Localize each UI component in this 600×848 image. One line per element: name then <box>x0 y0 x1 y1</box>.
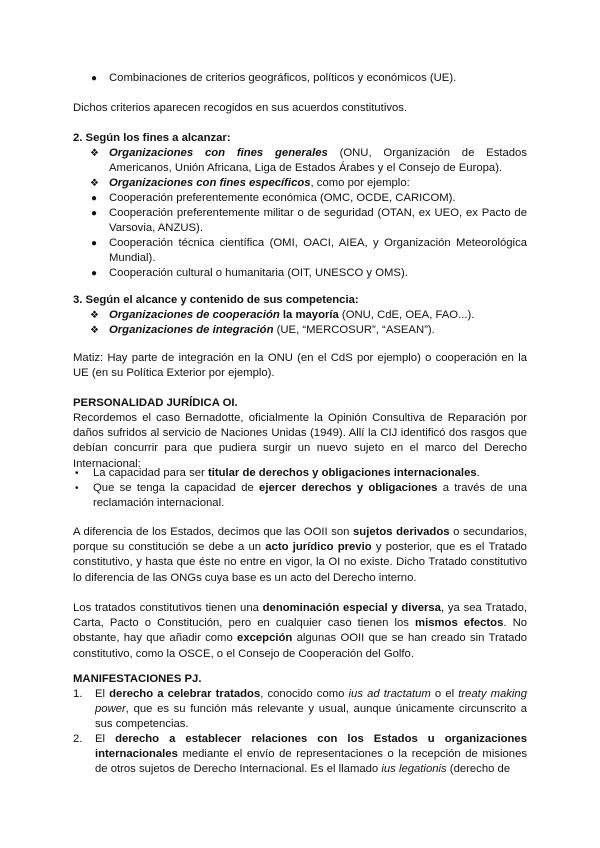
text-run: o secundarios, porque su constitución se debe a un <box>73 526 527 554</box>
text-run: Que se tenga la capacidad de <box>93 482 260 494</box>
bullet-dot-icon: ● <box>91 73 98 84</box>
term-cooperacion: Organizaciones de cooperación <box>109 309 280 321</box>
bullet-dot-icon: ● <box>91 208 98 219</box>
numbered-item-2 <box>73 732 527 794</box>
list-item-text <box>109 176 527 191</box>
diamond-bullet-icon: ❖ <box>90 178 99 189</box>
bullet-dot-icon: ● <box>91 268 98 279</box>
term-description: (ONU, CdE, OEA, FAO...). <box>338 309 475 321</box>
diamond-bullet-icon: ❖ <box>90 148 99 159</box>
italic-run: treaty making power <box>95 688 527 716</box>
item-number: 1. <box>73 688 83 700</box>
list-item-titular <box>73 466 527 482</box>
bullet-text: Combinaciones de criterios geográficos, políticos y económicos (UE). <box>109 72 457 84</box>
list-item-text: Cooperación preferentemente militar o de seguridad (OTAN, ex UEO, ex Pacto de Varsovia, ANZUS). <box>109 207 527 235</box>
paragraph-bernadotte: Recordemos el caso Bernadotte, oficialmente la Opinión Consultiva de Reparación por daños sufridos al servicio de Naciones Unidas (1949). Allí la CIJ identificó dos rasgos que debían concurrir para que pudiera surgir un nuevo sujeto en el marco del Derecho Internacional: <box>73 412 527 470</box>
bullet-dot-icon: ● <box>91 238 98 249</box>
list-item-cooperacion <box>73 308 527 324</box>
bold-run: ejercer derechos y obligaciones <box>259 482 438 494</box>
list-item-text: Cooperación técnica científica (OMI, OACI, AIEA, y Organización Meteorológica Mundial). <box>109 237 527 265</box>
bullet-item-combinaciones <box>73 71 527 87</box>
text-run: , que es su función más relevante y usual, aunque únicamente circunscrito a sus competencias. <box>95 703 527 731</box>
bold-run: acto jurídico previo <box>265 541 372 554</box>
bold-run: excepción <box>237 632 293 645</box>
list-item <box>73 206 527 237</box>
list-item-text: Cooperación cultural o humanitaria (OIT, UNESCO y OMS). <box>109 267 408 279</box>
list-item-text <box>109 146 527 176</box>
text-run: y posterior, que es el Tratado constitutivo, y hasta que éste no entre en vigor, la OI no existe. Dicho Tratado constitutivo lo diferencia de las ONGs cuya base es un acto del Derecho interno. <box>73 541 527 584</box>
term-description: (UE, “MERCOSUR”, “ASEAN”). <box>273 324 435 336</box>
text-run: (derecho de <box>446 763 511 776</box>
manifestaciones-heading: MANIFESTACIONES PJ. <box>73 673 202 685</box>
term-integracion: Organizaciones de integración <box>109 324 274 336</box>
text-run: . <box>476 467 480 479</box>
text-run: A diferencia de los Estados, decimos que las OOII son <box>73 526 354 538</box>
italic-run: ius legationis <box>381 763 447 776</box>
list-item-text <box>93 466 527 481</box>
paragraph-estados <box>73 525 527 586</box>
list-item-fines-generales <box>73 146 527 177</box>
paragraph-dichos: Dichos criterios aparecen recogidos en sus acuerdos constitutivos. <box>73 102 408 114</box>
section-2-heading: 2. Según los fines a alcanzar: <box>73 132 231 144</box>
list-item-text <box>109 323 527 338</box>
list-item-ejercer <box>73 481 527 512</box>
diamond-bullet-icon: ❖ <box>90 325 99 336</box>
text-run: , conocido como <box>260 688 349 700</box>
text-run: mediante el envío de representaciones o la recepción de misiones de otros sujetos de Derecho Internacional. Es el llamado <box>95 748 527 776</box>
text-run: Los tratados constitutivos tienen una <box>73 602 263 614</box>
text-run: algunas OOII que se han creado sin Tratado constitutivo, como la OSCE, o el Consejo de Cooperación del Golfo. <box>73 632 528 660</box>
bold-run: mismos efectos <box>415 617 504 630</box>
bold-run: derecho a establecer relaciones con los Estados u organizaciones internacionales <box>95 733 527 761</box>
text-run: a través de una reclamación internacional. <box>93 482 528 510</box>
text-run: . No obstante, hay que añadir como <box>73 617 528 645</box>
list-item-text <box>109 308 527 323</box>
item-number: 2. <box>73 733 83 745</box>
term-mayoria: la mayoría <box>279 309 339 321</box>
paragraph-tratados <box>73 601 527 662</box>
term-fines-especificos: Organizaciones con fines específicos <box>109 177 311 189</box>
section-3-heading: 3. Según el alcance y contenido de sus competencia: <box>73 294 359 306</box>
bold-run: denominación especial y diversa <box>262 602 441 614</box>
bold-run: sujetos derivados <box>353 526 450 538</box>
list-item-text <box>93 481 527 511</box>
paragraph-matiz: Matiz: Hay parte de integración en la ONU (en el CdS por ejemplo) o cooperación en la UE (en su Política Exterior por ejemplo). <box>73 352 527 380</box>
text-run: o el <box>430 688 459 700</box>
bullet-dot-icon: • <box>75 483 79 494</box>
bold-run: titular de derechos y obligaciones internacionales <box>207 467 477 479</box>
italic-run: ius ad tractatum <box>348 688 431 700</box>
list-item-text <box>95 687 527 733</box>
term-description: , como por ejemplo: <box>310 177 410 189</box>
list-item-fines-especificos <box>73 176 527 192</box>
pj-heading: PERSONALIDAD JURÍDICA OI. <box>73 397 238 409</box>
list-item <box>73 191 527 207</box>
bullet-dot-icon: • <box>75 468 79 479</box>
bold-run: derecho a celebrar tratados <box>109 688 261 700</box>
text-run: El <box>95 688 110 700</box>
text-run: El <box>95 733 116 745</box>
list-item-integracion <box>73 323 527 339</box>
list-item-text <box>95 732 527 778</box>
numbered-item-1 <box>73 687 527 733</box>
term-fines-generales: Organizaciones con fines generales <box>109 147 328 159</box>
text-run: , ya sea Tratado, Carta, Pacto o Constitución, pero en cualquier caso tienen los <box>73 602 527 630</box>
term-description: (ONU, Organización de Estados Americanos, Unión Africana, Liga de Estados Árabes y el Consejo de Europa). <box>109 147 527 175</box>
list-item <box>73 266 527 282</box>
list-item <box>73 236 527 267</box>
list-item-text: Cooperación preferentemente económica (OMC, OCDE, CARICOM). <box>109 192 456 204</box>
text-run: La capacidad para ser <box>93 467 208 479</box>
diamond-bullet-icon: ❖ <box>90 310 99 321</box>
bullet-dot-icon: ● <box>91 193 98 204</box>
